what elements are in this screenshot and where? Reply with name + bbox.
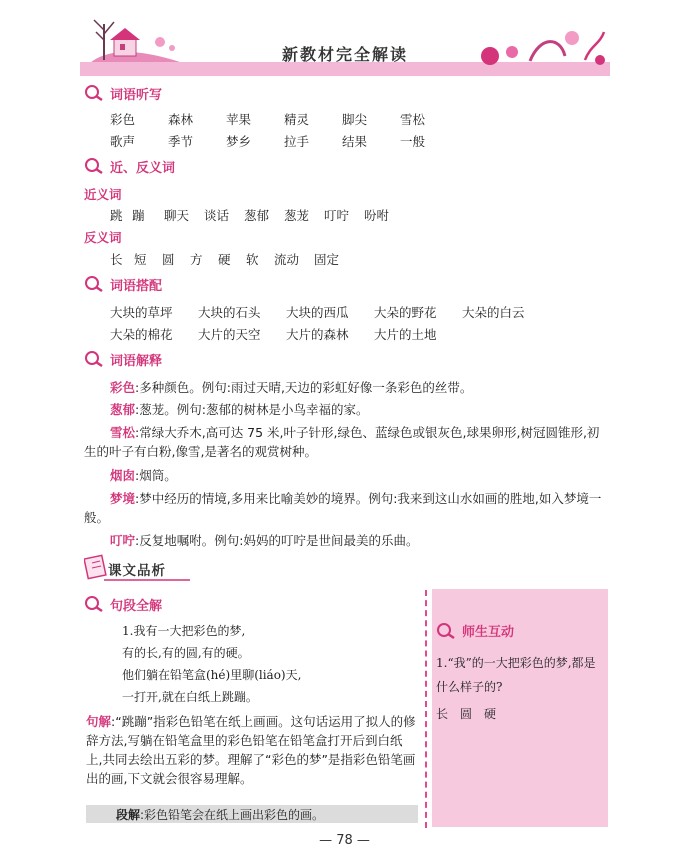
section-title: 句段全解 xyxy=(110,598,163,614)
collocation-phrase: 大片的森林 xyxy=(286,327,349,342)
synonym-word: 吩咐 xyxy=(364,208,390,223)
collocation-phrase: 大块的石头 xyxy=(198,305,261,320)
magnifier-icon xyxy=(84,84,106,102)
explanation-term: 烟囱 xyxy=(110,468,136,483)
poem-line: 他们躺在铅笔盒(hé)里聊(liáo)天, xyxy=(122,668,302,682)
lesson-analysis-banner xyxy=(84,553,194,586)
explanation-term: 叮咛 xyxy=(110,533,136,548)
vocab-word: 脚尖 xyxy=(342,112,368,127)
page-number: — 78 — xyxy=(319,833,370,848)
vocab-word: 苹果 xyxy=(226,112,252,127)
vocab-row-2 xyxy=(110,132,458,150)
interaction-title: 师生互动 xyxy=(462,625,515,640)
vocab-word: 雪松 xyxy=(400,112,426,127)
antonym-word: 方 xyxy=(190,252,203,267)
vocab-word: 歌声 xyxy=(110,134,136,149)
collocation-phrase: 大朵的白云 xyxy=(462,305,525,320)
interaction-header xyxy=(436,621,514,640)
explanation-term: 雪松 xyxy=(110,425,136,440)
section-title: 词语听写 xyxy=(110,87,163,103)
section-title: 近、反义词 xyxy=(110,160,176,176)
collocation-phrase: 大朵的棉花 xyxy=(110,327,173,342)
synonym-row xyxy=(110,206,404,224)
interaction-question: 1.“我”的一大把彩色的梦,都是什么样子的? xyxy=(436,656,596,694)
collocation-row-1 xyxy=(110,303,550,321)
antonym-word: 固定 xyxy=(314,252,340,267)
vocab-word: 彩色 xyxy=(110,112,136,127)
page-header xyxy=(80,12,610,82)
explanation-item xyxy=(84,489,604,527)
summary-text: :彩色铅笔会在纸上画出彩色的画。 xyxy=(140,808,325,822)
explanation-text: :多种颜色。例句:雨过天晴,天边的彩虹好像一条彩色的丝带。 xyxy=(135,380,473,395)
synonym-word: 叮咛 xyxy=(324,208,350,223)
section-collocation xyxy=(84,274,162,294)
collocation-phrase: 大块的草坪 xyxy=(110,305,173,320)
explanation-text: :常绿大乔木,高可达 75 米,叶子针形,绿色、蓝绿色或银灰色,球果卵形,树冠圆锥形,初生的叶子有白粉,像雪,是著名的观赏树种。 xyxy=(84,425,600,459)
synonym-word: 葱郁 xyxy=(244,208,270,223)
collocation-phrase: 大片的土地 xyxy=(374,327,437,342)
collocation-row-2 xyxy=(110,325,462,343)
explanation-term: 葱郁 xyxy=(110,402,136,417)
vocab-word: 精灵 xyxy=(284,112,310,127)
explanation-text: :烟筒。 xyxy=(135,468,177,483)
explanation-text: :葱茏。例句:葱郁的树林是小鸟幸福的家。 xyxy=(135,402,369,417)
synonym-word: 蹦 xyxy=(132,208,145,223)
explanation-item xyxy=(84,378,604,397)
vocab-word: 梦乡 xyxy=(226,134,252,149)
antonym-row xyxy=(110,250,354,268)
antonym-word: 流动 xyxy=(274,252,300,267)
synonym-word: 聊天 xyxy=(164,208,190,223)
antonym-word: 长 xyxy=(110,252,123,267)
vocab-word: 森林 xyxy=(168,112,194,127)
explanation-text: :反复地嘱咐。例句:妈妈的叮咛是世间最美的乐曲。 xyxy=(135,533,419,548)
explanation-item xyxy=(84,531,604,550)
synonym-label: 近义词 xyxy=(84,187,122,202)
vocab-word: 结果 xyxy=(342,134,368,149)
antonym-label: 反义词 xyxy=(84,230,122,245)
poem-line: 有的长,有的圆,有的硬。 xyxy=(122,646,250,660)
sentence-analysis xyxy=(86,712,418,788)
vocab-word: 一般 xyxy=(400,134,426,149)
explanation-term: 梦境 xyxy=(110,491,136,506)
section-vocab-dictation xyxy=(84,83,162,103)
interaction-box xyxy=(432,589,608,827)
vocab-row-1 xyxy=(110,110,458,128)
flowers-illustration-icon xyxy=(460,16,610,76)
antonym-word: 硬 xyxy=(218,252,231,267)
vocab-word: 拉手 xyxy=(284,134,310,149)
poem-line: 一打开,就在白纸上跳蹦。 xyxy=(122,690,258,704)
analysis-text: :“跳蹦”指彩色铅笔在纸上画画。这句话运用了拟人的修辞方法,写躺在铅笔盒里的彩色铅笔在铅笔盒打开后到白纸上,共同去绘出五彩的梦。理解了“彩色的梦”是指彩色铅笔画出的画,下文就会很容易理解。 xyxy=(86,714,416,786)
antonym-word: 短 xyxy=(134,252,147,267)
banner-title: 课文品析 xyxy=(108,563,166,579)
summary-term: 段解 xyxy=(116,808,141,822)
interaction-answer: 长 圆 硬 xyxy=(436,707,497,721)
section-synonyms xyxy=(84,156,175,176)
synonym-word: 跳 xyxy=(110,208,123,223)
dashed-divider xyxy=(425,590,427,828)
collocation-phrase: 大块的西瓜 xyxy=(286,305,349,320)
synonym-word: 谈话 xyxy=(204,208,230,223)
explanation-item xyxy=(84,423,604,461)
paragraph-summary xyxy=(116,806,324,823)
synonym-word: 葱茏 xyxy=(284,208,310,223)
vocab-word: 季节 xyxy=(168,134,194,149)
header-title: 新教材完全解读 xyxy=(281,45,408,64)
section-title: 词语搭配 xyxy=(110,278,163,294)
collocation-phrase: 大朵的野花 xyxy=(374,305,437,320)
section-paragraph-analysis xyxy=(84,594,162,614)
magnifier-icon xyxy=(84,157,106,175)
explanation-term: 彩色 xyxy=(110,380,136,395)
explanation-item xyxy=(84,466,604,485)
section-title: 词语解释 xyxy=(110,353,163,369)
magnifier-icon xyxy=(436,622,458,640)
magnifier-icon xyxy=(84,595,106,613)
antonym-word: 圆 xyxy=(162,252,175,267)
explanation-text: :梦中经历的情境,多用来比喻美妙的境界。例句:我来到这山水如画的胜地,如入梦境一般。 xyxy=(84,491,602,525)
section-explanations xyxy=(84,349,162,369)
antonym-word: 软 xyxy=(246,252,259,267)
magnifier-icon xyxy=(84,350,106,368)
magnifier-icon xyxy=(84,275,106,293)
collocation-phrase: 大片的天空 xyxy=(198,327,261,342)
poem-line: 1.我有一大把彩色的梦, xyxy=(122,624,246,638)
explanation-item xyxy=(84,400,604,419)
analysis-term: 句解 xyxy=(86,714,112,729)
